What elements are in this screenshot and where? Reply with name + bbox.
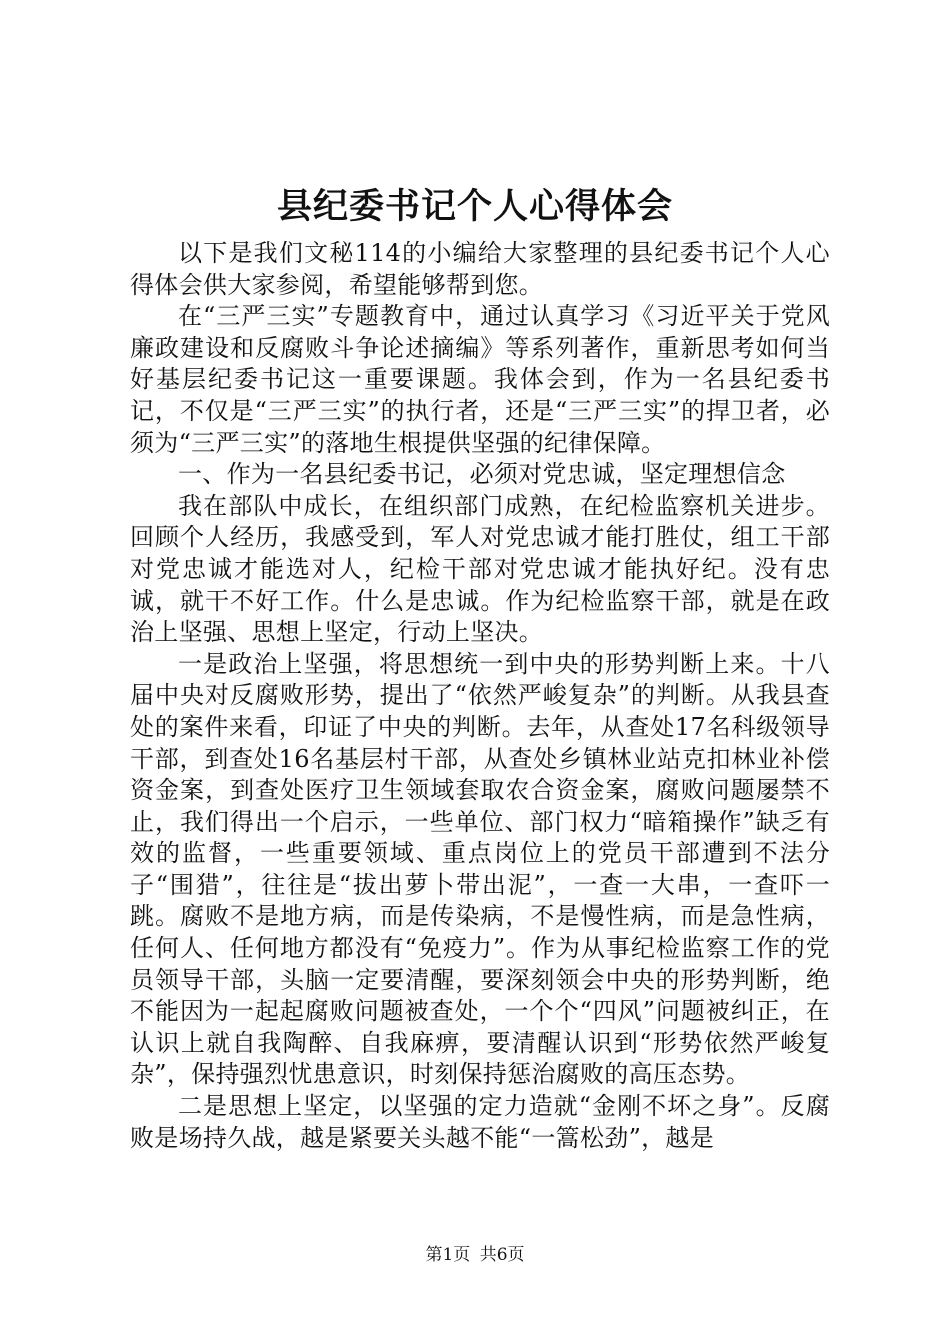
paragraph-political: 一是政治上坚强，将思想统一到中央的形势判断上来。十八届中央对反腐败形势，提出了“依然严峻复杂”的判断。从我县查处的案件来看，印证了中央的判断。去年，从查处17名科级领导干部，到查处16名基层村干部，从查处乡镇林业站克扣林业补偿资金案，到查处医疗卫生领域套取农合资金案，腐败问题屡禁不止，我们得出一个启示，一些单位、部门权力“暗箱操作”缺乏有效的监督，一些重要领域、重点岗位上的党员干部遭到不法分子“围猎”，往往是“拔出萝卜带出泥”，一查一大串，一查吓一跳。腐败不是地方病，而是传染病，不是慢性病，而是急性病，任何人、任何地方都没有“免疫力”。作为从事纪检监察工作的党员领导干部，头脑一定要清醒，要深刻领会中央的形势判断，绝不能因为一起起腐败问题被查处，一个个“四风”问题被纠正，在认识上就自我陶醉、自我麻痹，要清醒认识到“形势依然严峻复杂”，保持强烈忧患意识，时刻保持惩治腐败的高压态势。: [130, 649, 830, 1089]
page-number: 第1页: [425, 1245, 471, 1265]
page-total: 共6页: [479, 1245, 525, 1265]
page-footer: [0, 1243, 950, 1267]
document-body: [130, 238, 830, 1154]
paragraph-ideological: 二是思想上坚定，以坚强的定力造就“金刚不坏之身”。反腐败是场持久战，越是紧要关头越不能“一篙松劲”，越是: [130, 1092, 830, 1152]
document-title: 县纪委书记个人心得体会: [276, 186, 673, 227]
section-heading-1: 一、作为一名县纪委书记，必须对党忠诚，坚定理想信念: [178, 460, 786, 489]
paragraph-intro: 以下是我们文秘114的小编给大家整理的县纪委书记个人心得体会供大家参阅，希望能够帮到您。: [130, 239, 830, 299]
paragraph-background: 在“三严三实”专题教育中，通过认真学习《习近平关于党风廉政建设和反腐败斗争论述摘编》等系列著作，重新思考如何当好基层纪委书记这一重要课题。我体会到，作为一名县纪委书记，不仅是“三严三实”的执行者，还是“三严三实”的捍卫者，必须为“三严三实”的落地生根提供坚强的纪律保障。: [130, 302, 830, 457]
paragraph-experience: 我在部队中成长，在组织部门成熟，在纪检监察机关进步。回顾个人经历，我感受到，军人对党忠诚才能打胜仗，组工干部对党忠诚才能选对人，纪检干部对党忠诚才能执好纪。没有忠诚，就干不好工作。什么是忠诚。作为纪检监察干部，就是在政治上坚强、思想上坚定，行动上坚决。: [130, 491, 830, 647]
